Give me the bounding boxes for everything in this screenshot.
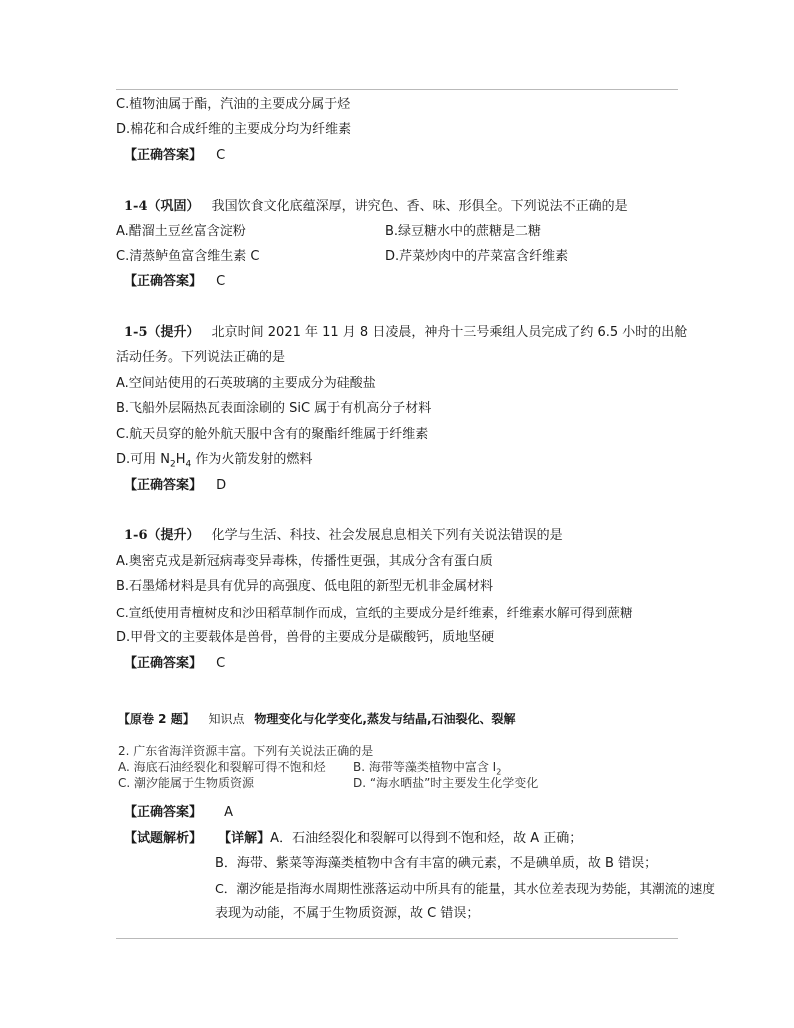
original-question-header — [118, 710, 516, 728]
answer-label: 【正确答案】 — [124, 274, 203, 289]
q1-6-answer-row — [124, 655, 225, 673]
q1-4-option-d: D.芹菜炒肉中的芹菜富含纤维素 — [385, 249, 569, 264]
q1-4-option-c: C.清蒸鲈鱼富含维生素 C — [116, 249, 260, 264]
option-text: 作为火箭发射的燃料 — [191, 452, 313, 467]
knowledge-point-topics: 物理变化与化学变化,蒸发与结晶,石油裂化、裂解 — [254, 712, 516, 726]
analysis-c-line2: 表现为动能，不属于生物质资源，故 C 错误； — [215, 906, 480, 921]
question-stem: 化学与生活、科技、社会发展息息相关下列有关说法错误的是 — [211, 528, 563, 543]
option-text: B. 海带等藻类植物中富含 I — [353, 760, 497, 774]
knowledge-point-label: 知识点 — [208, 712, 245, 726]
original-option-c: C. 潮汐能属于生物质资源 — [118, 776, 255, 790]
analysis-row — [124, 830, 582, 848]
subscript: 4 — [185, 459, 192, 470]
q1-4-stem — [124, 198, 628, 216]
q1-6-option-c: C.宣纸使用青檀树皮和沙田稻草制作而成，宣纸的主要成分是纤维素，纤维素水解可得到蔗糖 — [116, 605, 633, 620]
answer-value: C — [216, 148, 226, 163]
q1-6-option-b: B.石墨烯材料是具有优异的高强度、低电阻的新型无机非金属材料 — [116, 579, 494, 594]
q1-5-option-c: C.航天员穿的舱外航天服中含有的聚酯纤维属于纤维素 — [116, 427, 429, 442]
analysis-label: 【试题解析】 — [124, 831, 203, 846]
q1-6-option-d: D.甲骨文的主要载体是兽骨，兽骨的主要成分是碳酸钙，质地坚硬 — [116, 630, 495, 645]
q1-3-option-d: D.棉花和合成纤维的主要成分均为纤维素 — [116, 122, 352, 137]
option-text: H — [175, 452, 186, 467]
q1-5-option-b: B.飞船外层隔热瓦表面涂刷的 SiC 属于有机高分子材料 — [116, 401, 432, 416]
answer-label: 【正确答案】 — [124, 805, 203, 820]
answer-label: 【正确答案】 — [124, 148, 203, 163]
analysis-c-line1: C．潮汐能是指海水周期性涨落运动中所具有的能量，其水位差表现为势能，其潮流的速度 — [215, 881, 715, 896]
original-option-d: D. “海水晒盐”时主要发生化学变化 — [353, 776, 539, 790]
q1-6-option-a: A.奥密克戎是新冠病毒变异毒株，传播性更强，其成分含有蛋白质 — [116, 554, 493, 569]
analysis-b: B．海带、紫菜等海藻类植物中含有丰富的碘元素，不是碘单质，故 B 错误； — [215, 856, 658, 871]
question-stem: 北京时间 2021 年 11 月 8 日凌晨，神舟十三号乘组人员完成了约 6.5 小时的出舱 — [211, 325, 688, 340]
q1-5-stem-line2: 活动任务。下列说法正确的是 — [116, 350, 286, 365]
original-question-stem: 2. 广东省海洋资源丰富。下列有关说法正确的是 — [118, 744, 374, 758]
option-text: D.可用 N — [116, 452, 170, 467]
question-number: 1-6（提升） — [124, 528, 200, 543]
answer-value: C — [216, 656, 226, 671]
subscript: 2 — [170, 459, 176, 470]
question-stem: 我国饮食文化底蕴深厚，讲究色、香、味、形俱全。下列说法不正确的是 — [211, 199, 628, 214]
top-divider — [116, 89, 678, 90]
detail-tag: 【详解】 — [218, 831, 271, 846]
answer-value: D — [216, 478, 227, 493]
q1-5-answer-row — [124, 477, 226, 495]
answer-label: 【正确答案】 — [124, 656, 203, 671]
original-answer-row — [124, 804, 233, 822]
original-option-a: A. 海底石油经裂化和裂解可得不饱和烃 — [118, 760, 326, 774]
q1-3-option-c: C.植物油属于酯，汽油的主要成分属于烃 — [116, 97, 351, 112]
answer-label: 【正确答案】 — [124, 478, 203, 493]
question-number: 1-5（提升） — [124, 325, 200, 340]
question-number: 1-4（巩固） — [124, 199, 200, 214]
q1-5-option-a: A.空间站使用的石英玻璃的主要成分为硅酸盐 — [116, 376, 376, 391]
q1-4-answer-row — [124, 273, 225, 291]
analysis-a: A．石油经裂化和裂解可以得到不饱和烃，故 A 正确； — [270, 831, 583, 846]
subscript: 2 — [496, 767, 502, 777]
q1-5-option-d — [116, 451, 312, 474]
q1-5-stem-line1 — [124, 324, 687, 342]
bottom-divider — [116, 938, 678, 939]
original-label: 【原卷 2 题】 — [118, 712, 195, 726]
q1-6-stem — [124, 527, 563, 545]
q1-4-option-b: B.绿豆糖水中的蔗糖是二糖 — [385, 224, 542, 239]
answer-value: C — [216, 274, 226, 289]
answer-value: A — [224, 805, 234, 820]
q1-4-option-a: A.醋溜土豆丝富含淀粉 — [116, 224, 246, 239]
q1-3-answer-row — [124, 147, 225, 165]
